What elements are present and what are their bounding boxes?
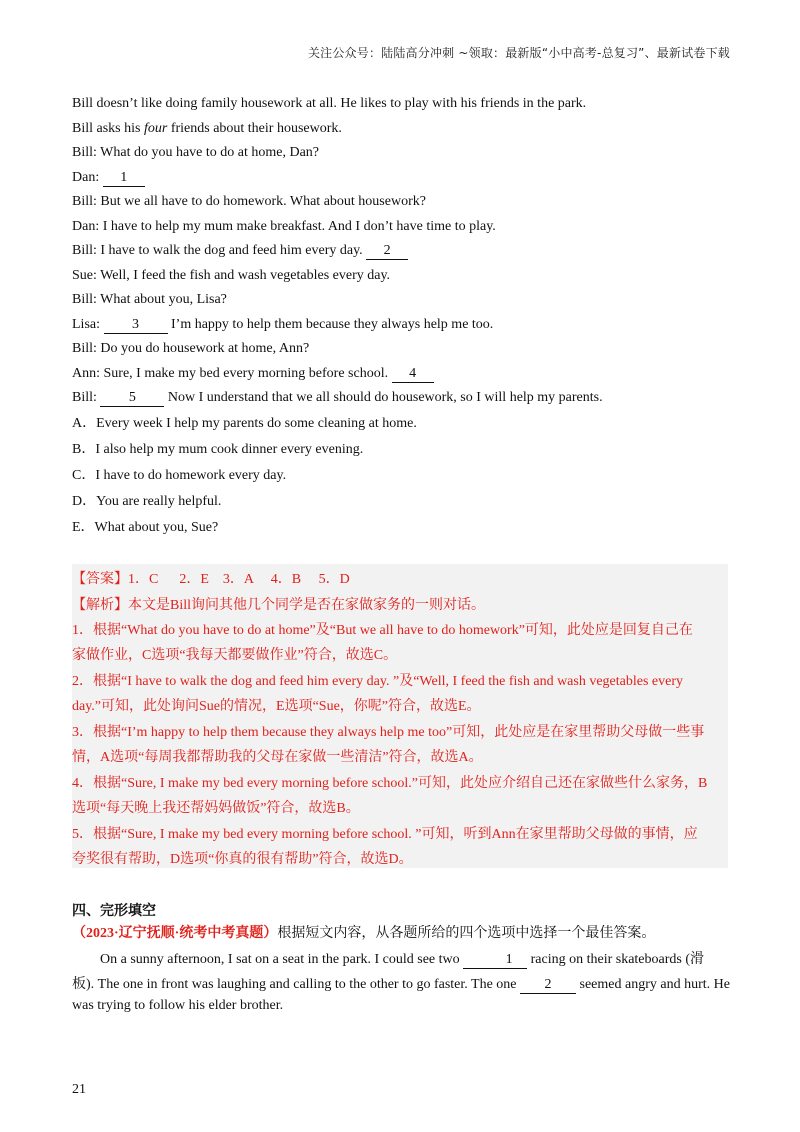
option-d: D．You are really helpful. [72, 493, 222, 509]
dialog-line: Bill: What about you, Lisa? [72, 292, 227, 307]
dialogue-section [72, 92, 732, 541]
answer-blank[interactable]: 5 [100, 390, 164, 407]
analysis-line: 【解析】本文是Bill询问其他几个同学是否在家做家务的一则对话。 [72, 598, 486, 613]
option-a: A．Every week I help my parents do some cleaning at home. [72, 415, 417, 431]
analysis-line: 5．根据“Sure, I make my bed every morning before school. ”可知，听到Ann在家里帮助父母做的事情，应 [72, 827, 698, 842]
exam-source: （2023·辽宁抚顺·统考中考真题） [72, 926, 278, 941]
analysis-line: 4．根据“Sure, I make my bed every morning before school.”可知，此处应介绍自己还在家做些什么家务，B [72, 776, 708, 791]
dialog-line: Bill: What do you have to do at home, Dan? [72, 145, 320, 160]
answer-blank[interactable]: 1 [103, 170, 145, 187]
dialog-line: Sue: Well, I feed the fish and wash vegetables every day. [72, 267, 391, 283]
analysis-line: 1．根据“What do you have to do at home”及“But we all have to do homework”可知，此处应是回复自己在 [72, 623, 693, 638]
analysis-line: 情，A选项“每周我都帮助我的父母在家做一些清洁”符合，故选A。 [72, 750, 483, 765]
analysis-line: day.”可知，此处询问Sue的情况，E选项“Sue，你呢”符合，故选E。 [72, 699, 481, 714]
dialog-line: Dan: 1 [72, 166, 732, 191]
option-b: B．I also help my mum cook dinner every evening. [72, 441, 364, 457]
option-e: E．What about you, Sue? [72, 519, 219, 535]
option-c: C．I have to do homework every day. [72, 467, 287, 483]
dialog-line: Bill: But we all have to do homework. What about housework? [72, 194, 426, 209]
answer-blank[interactable]: 3 [104, 317, 168, 334]
dialog-line: Ann: Sure, I make my bed every morning before school. 4 [72, 362, 732, 387]
dialog-line: Lisa: 3 I’m happy to help them because they always help me too. [72, 316, 494, 332]
dialog-line: Dan: I have to help my mum make breakfast. And I don’t have time to play. [72, 218, 496, 234]
passage-line: 板). The one in front was laughing and calling to the other to go faster. The one 2 seemed angry and hurt. He [72, 977, 730, 992]
analysis-line: 选项“每天晚上我还帮妈妈做饭”符合，故选B。 [72, 801, 360, 816]
answer-blank[interactable]: 4 [392, 366, 434, 383]
intro-line: Bill asks his four friends about their housework. [72, 120, 342, 136]
answer-key: 【答案】1．C 2．E 3．A 4．B 5．D [72, 572, 350, 587]
analysis-line: 2．根据“I have to walk the dog and feed him every day. ”及“Well, I feed the fish and wash vegetables every [72, 674, 684, 689]
answer-blank[interactable]: 2 [366, 243, 408, 260]
analysis-line: 家做作业，C选项“我每天都要做作业”符合，故选C。 [72, 648, 398, 663]
dialog-line: Bill: Do you do housework at home, Ann? [72, 341, 310, 356]
intro-line: Bill doesn’t like doing family housework at all. He likes to play with his friends in the park. [72, 96, 587, 111]
analysis-line: 3．根据“I’m happy to help them because they always help me too”可知，此处应是在家里帮助父母做一些事 [72, 725, 705, 740]
page-header: 关注公众号：陆陆高分冲刺 ~领取：最新版“小中高考-总复习”、最新试卷下载 [307, 46, 730, 60]
cloze-blank[interactable]: 1 [463, 952, 527, 969]
dialog-line: Bill: 5 Now I understand that we all should do housework, so I will help my parents. [72, 390, 603, 405]
analysis-line: 夸奖很有帮助，D选项“你真的很有帮助”符合，故选D。 [72, 852, 413, 867]
passage-line: was trying to follow his elder brother. [72, 998, 284, 1013]
dialog-line: Bill: I have to walk the dog and feed him every day. 2 [72, 239, 732, 264]
page-number: 21 [72, 1082, 86, 1097]
section-title: 四、完形填空 [72, 903, 156, 919]
answer-analysis-box [72, 564, 728, 868]
question-source-line: （2023·辽宁抚顺·统考中考真题）根据短文内容，从各题所给的四个选项中选择一个最佳答案。 [72, 926, 656, 941]
cloze-blank[interactable]: 2 [520, 977, 576, 994]
passage-line: On a sunny afternoon, I sat on a seat in the park. I could see two 1 racing on their skateboards (滑 [100, 952, 705, 967]
